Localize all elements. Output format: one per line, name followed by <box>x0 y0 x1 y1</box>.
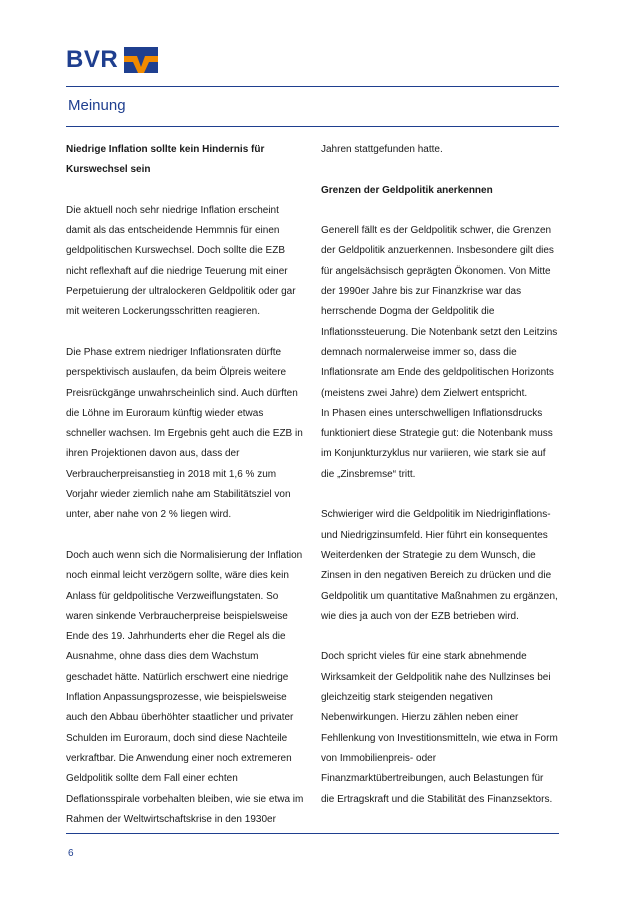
logo-text: BVR <box>66 46 119 73</box>
left-paragraph-2: Die Phase extrem niedriger Inflationsraten dürfte perspektivisch auslaufen, da beim Ölpreis weitere Preisrückgänge unwahrscheinlich sind. Auch dürften die Löhne im Euroraum künftig wieder etwas schneller wachsen. Im Ergebnis geht auch die EZB in ihren Projektionen davon aus, dass der Verbraucherpreisanstieg in 2018 mit 1,6 % zum Vorjahr wieder ziemlich nahe am Stabilitätsziel von unter, aber nahe von 2 % liegen wird. <box>66 346 303 521</box>
right-heading: Grenzen der Geldpolitik anerkennen <box>321 184 493 196</box>
left-column <box>66 140 304 830</box>
right-paragraph-1b: In Phasen eines unterschwelligen Inflationsdrucks funktioniert diese Strategie gut: die Notenbank muss im Konjunkturzyklus nur variieren, wie stark sie auf die „Zinsbremse“ tritt. <box>321 407 553 480</box>
right-paragraph-2: Schwieriger wird die Geldpolitik im Niedriginflations- und Niedrigzinsumfeld. Hier führt ein konsequentes Weiterdenken der Strategie zu dem Wunsch, die Zinsen in den negativen Bereich zu drücken und die Geldpolitik um quantitative Maßnahmen zu ergänzen, wie dies ja auch von der EZB betrieben wird. <box>321 509 558 622</box>
left-paragraph-1: Die aktuell noch sehr niedrige Inflation erscheint damit als das entscheidende Hemmnis für einen geldpolitischen Kurswechsel. Doch sollte die EZB nicht reflexhaft auf die niedrige Teuerung mit einer Perpetuierung der ultralockeren Geldpolitik oder gar mit weiteren Lockerungsschritten reagieren. <box>66 204 296 318</box>
left-heading: Niedrige Inflation sollte kein Hindernis für Kurswechsel sein <box>66 144 265 176</box>
section-rule <box>66 126 559 127</box>
volksbank-logo-icon <box>124 47 158 73</box>
right-paragraph-1: Generell fällt es der Geldpolitik schwer, die Grenzen der Geldpolitik anzuerkennen. Insbesondere gilt dies für angelsächsisch geprägten Ökonomen. Von Mitte der 1990er Jahre bis zur Finanzkrise war das herrschende Dogma der Geldpolitik die Inflationssteuerung. Die Notenbank setzt den Leitzins demnach normalerweise immer so, dass die Inflationsrate am Ende des geldpolitischen Horizonts (meistens zwei Jahre) dem Zielwert entspricht. <box>321 225 558 399</box>
page-number: 6 <box>68 848 74 859</box>
footer-rule <box>66 833 559 834</box>
bvr-logo <box>66 46 158 74</box>
header-rule <box>66 86 559 87</box>
right-column <box>321 140 559 810</box>
right-paragraph-3: Doch spricht vieles für eine stark abnehmende Wirksamkeit der Geldpolitik nahe des Nullzinses bei gleichzeitig stark steigenden negativen Nebenwirkungen. Hierzu zählen neben einer Fehllenkung von Investitionsmitteln, wie etwa in Form von Immobilienpreis- oder Finanzmarktübertreibungen, auch Belastungen für die Ertragskraft und die Stabilität des Finanzsektors. <box>321 651 558 805</box>
right-paragraph-0: Jahren stattgefunden hatte. <box>321 144 443 155</box>
left-paragraph-3: Doch auch wenn sich die Normalisierung der Inflation noch einmal leicht verzögern sollte, wäre dies kein Anlass für geldpolitische Verzweiflungstaten. So waren sinkende Verbraucherpreise beispielsweise Ende des 19. Jahrhunderts eher die Regel als die Ausnahme, ohne dass dies dem Wachstum geschadet hätte. Natürlich erschwert eine niedrige Inflation Anpassungsprozesse, wie beispielsweise auch den Abbau überhöhter staatlicher und privater Schulden im Euroraum, doch sind diese Nachteile verkraftbar. Die Anwendung einer noch extremeren Geldpolitik sollte dem Fall einer echten Deflationsspirale vorbehalten bleiben, wie sie etwa im Rahmen der Weltwirtschaftskrise in den 1930er <box>66 549 304 825</box>
section-title: Meinung <box>68 97 126 114</box>
